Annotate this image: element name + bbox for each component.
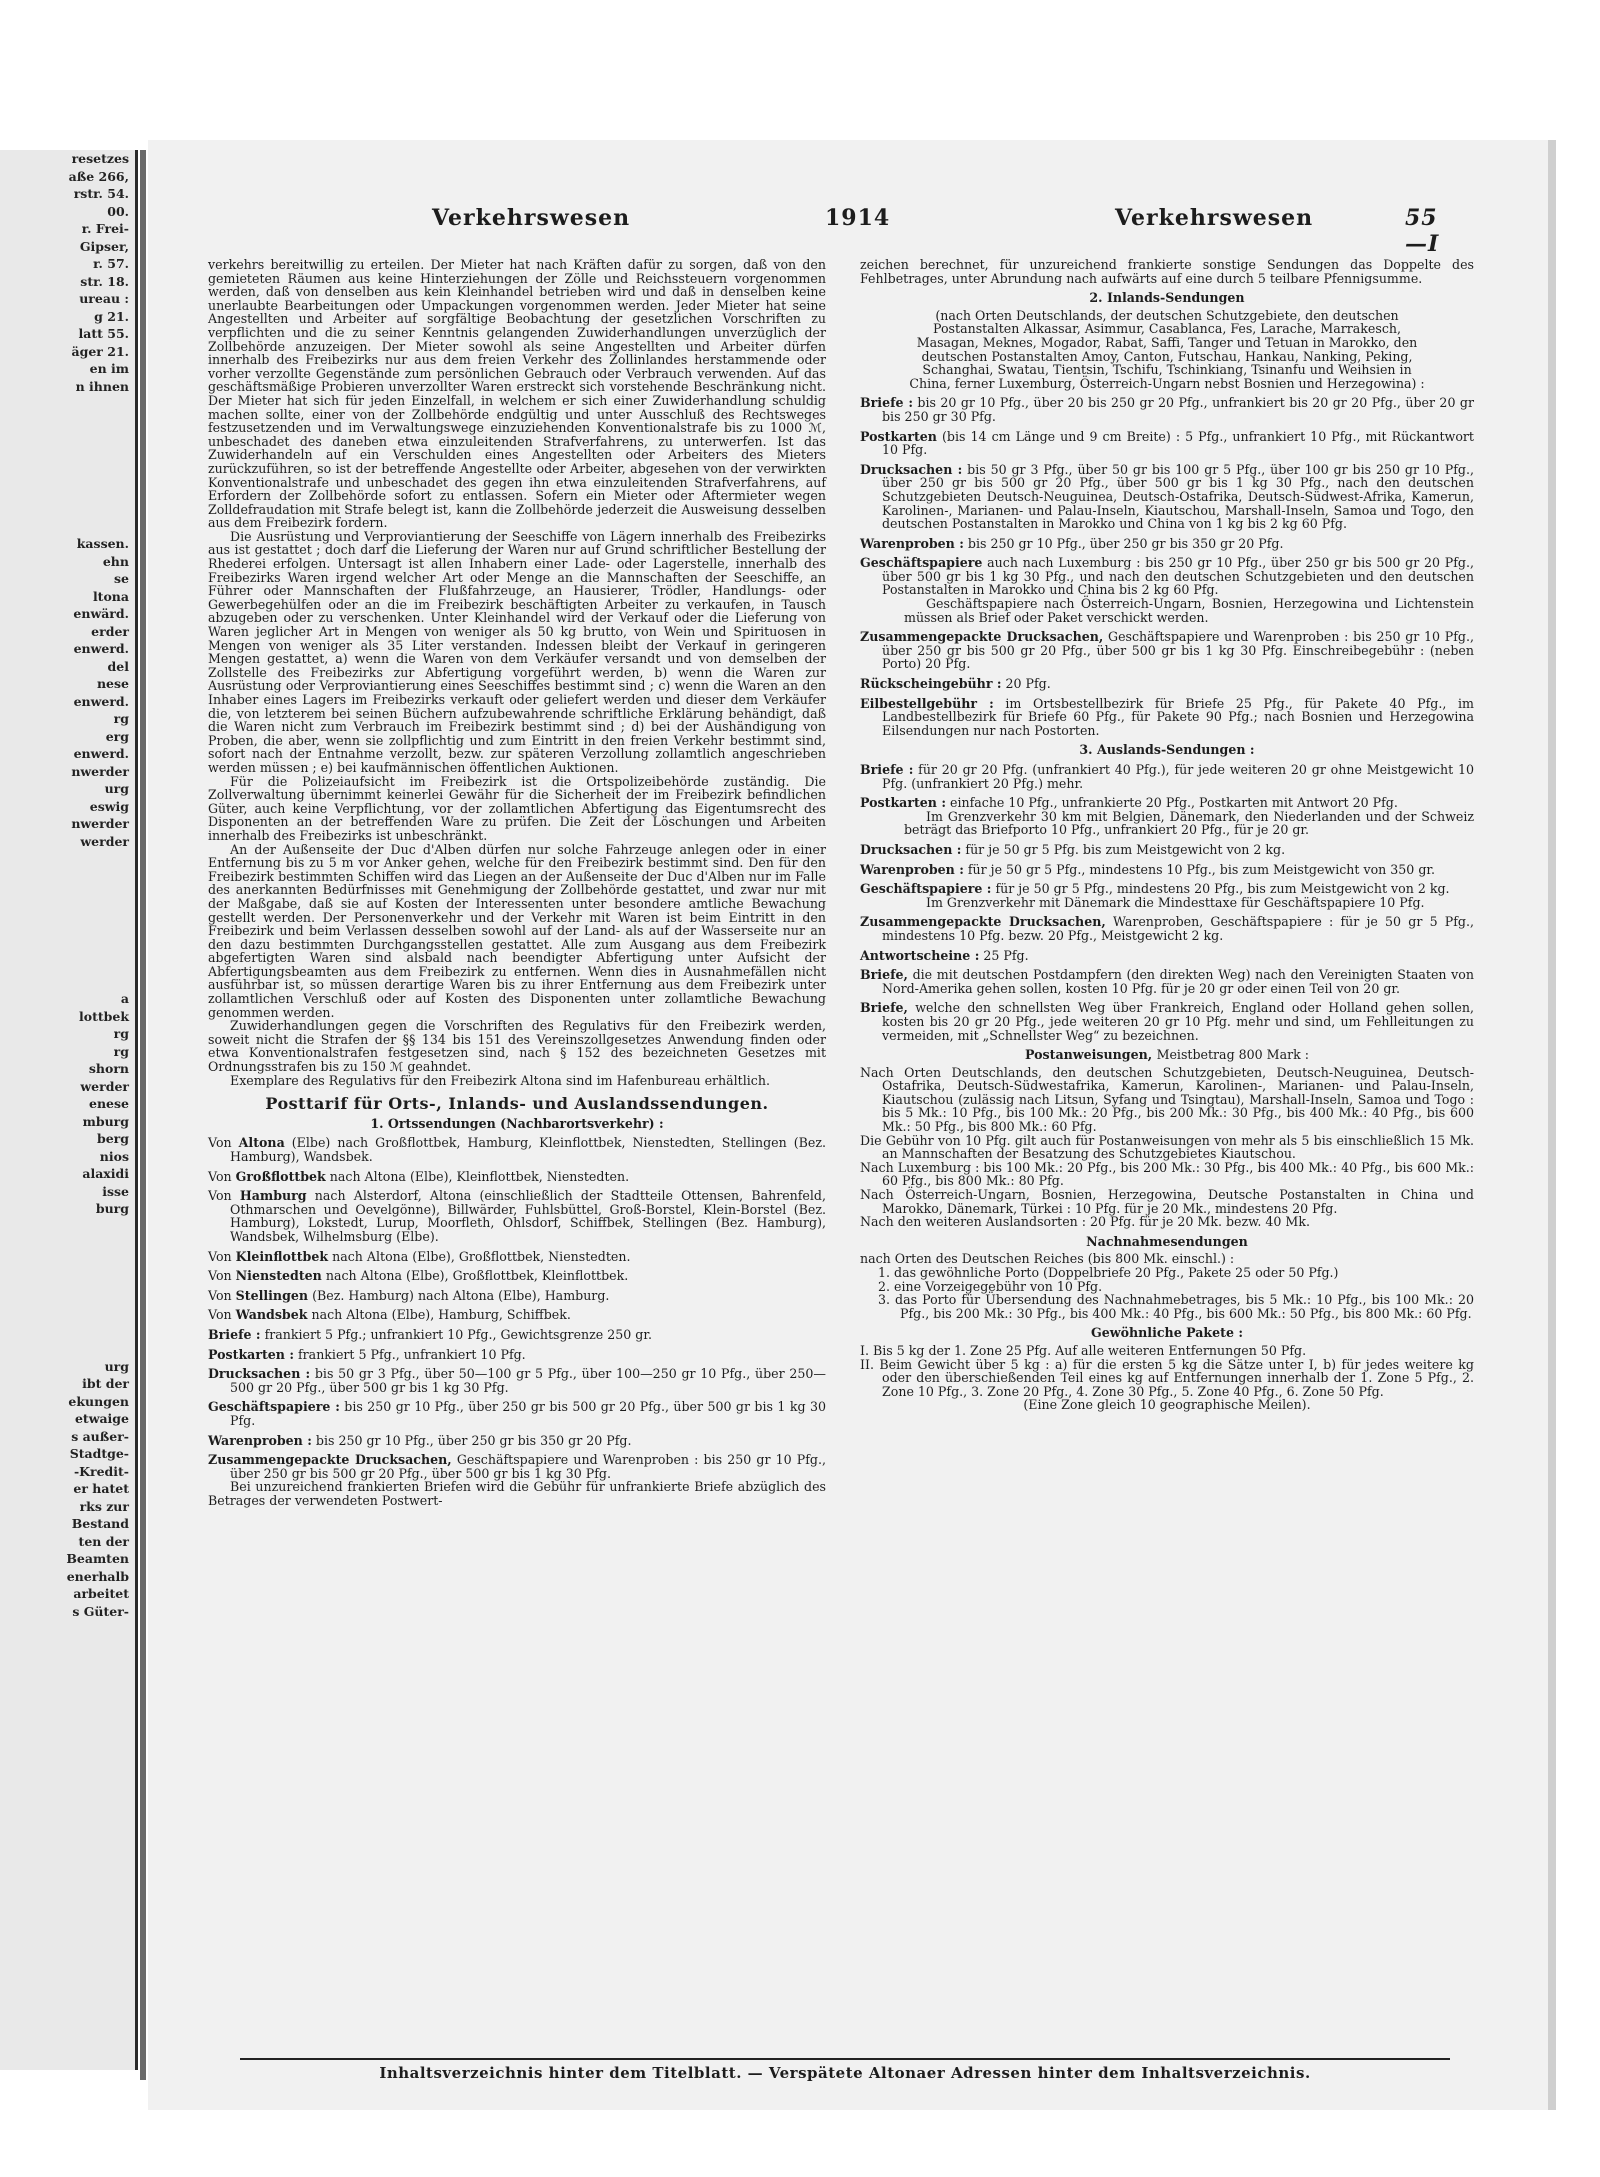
prev-page-fragment: latt 55. [78, 326, 129, 341]
postanweisungen-subtitle: Meistbetrag 800 Mark : [1156, 1047, 1309, 1063]
prev-page-fragment: urg [104, 781, 129, 796]
rate-entry [860, 556, 1474, 597]
rate-text: Im Grenzverkehr mit Dänemark die Mindesttaxe für Geschäftspapiere 10 Pfg. [926, 894, 1425, 910]
rate-text: bis 50 gr 3 Pfg., über 50 gr bis 100 gr 5 Pfg., über 100 gr bis 250 gr 10 Pfg., über 250 gr bis 500 gr 20 Pfg., über 500 gr bis 1 kg 30 Pfg., nach den deutschen Schutzgebieten Deutsch-Neuguinea, Deutsch-Ostafrika, Deutsch-Südwest-Afrika, Kamerun, Karolinen-, Marianen- und Palau-Inseln, Kiautschou, Marshall-Inseln, Samoa und Togo, den deutschen Postanstalten in Marokko und China von 1 kg bis 2 kg 60 Pfg. [882, 461, 1474, 532]
orts-from: Von [208, 1268, 232, 1284]
orts-text: nach Altona (Elbe), Kleinflottbek, Nienstedten. [329, 1168, 630, 1184]
rate-label: Zusammengepackte Drucksachen, [860, 914, 1106, 930]
orts-list [208, 1136, 826, 1322]
list-line: Nach den weiteren Auslandsorten : 20 Pfg. für je 20 Mk. bezw. 40 Mk. [860, 1214, 1310, 1230]
postanweisungen-list [860, 1066, 1474, 1229]
prev-page-fragment: ehn [102, 553, 129, 569]
orts-entry [208, 1269, 826, 1283]
rate-entry [208, 1367, 826, 1394]
list-line: II. Beim Gewicht über 5 kg : a) für die ersten 5 kg die Sätze unter I, b) für jedes weitere kg oder den überschießenden Teil eines kg auf Entfernungen innerhalb der 1. Zone 5 Pfg., 2. Zone 10 Pfg., 3. Zone 20 Pfg., 4. Zone 30 Pfg., 5. Zone 40 Pfg., 6. Zone 50 Pfg. [860, 1356, 1474, 1399]
rate-entry [860, 810, 1474, 837]
rate-label: Antwortscheine : [860, 947, 980, 963]
rate-entry [860, 949, 1474, 963]
prev-page-fragment: rstr. 54. [73, 186, 129, 201]
paragraph: Für die Polizeiaufsicht im Freibezirk ist die Ortspolizeibehörde zuständig. Die Zollverwaltung übernimmt keinerlei Gewähr für die Sicherheit der im Freibezirk befindlichen Güter, auch keine Verpflichtung, vor der zollamtlichen Abfertigung das Eigentumsrecht des Disponenten an der betreffenden Ware zu prüfen. Die Zeit der Löschungen und Arbeiten innerhalb des Freibezirks ist unbeschränkt. [208, 773, 826, 843]
rate-entry [860, 863, 1474, 877]
paragraph: Bei unzureichend frankierten Briefen wird die Gebühr für unfrankierte Briefe abzüglich des Betrages der verwendeten Postwert- [208, 1479, 826, 1508]
orts-from: Von [208, 1307, 232, 1323]
paragraph: Exemplare des Regulativs für den Freibezirk Altona sind im Hafenbureau erhältlich. [230, 1072, 770, 1088]
prev-page-fragment: alaxidi [82, 1166, 129, 1181]
prev-page-fragment: se [114, 571, 129, 586]
rate-label: Drucksachen : [860, 841, 962, 857]
header-right: Verkehrswesen [1115, 205, 1314, 231]
prev-page-fragment: erder [91, 623, 129, 639]
footer-notice: Inhaltsverzeichnis hinter dem Titelblatt. — Verspätete Altonaer Adressen hinter dem Inhaltsverzeichnis. [240, 2058, 1450, 2082]
list-line: Nach Luxemburg : bis 100 Mk.: 20 Pfg., bis 200 Mk.: 30 Pfg., bis 400 Mk.: 40 Pfg., bis 600 Mk.: 60 Pfg., bis 800 Mk.: 80 Pfg. [860, 1159, 1474, 1189]
prev-page-fragment: urg [104, 1358, 129, 1374]
prev-page-fragment: eswig [89, 798, 129, 814]
paragraph: Zuwiderhandlungen gegen die Vorschriften des Regulativs für den Freibezirk werden, soweit nicht die Strafen der §§ 134 bis 151 des Vereinszollgesetzes Anwendung finden oder etwa Konventionalstrafen festgesetzen sind, nach § 152 des bezeichneten Gesetzes mit Ordnungsstrafen bis zu 150 ℳ geahndet. [208, 1018, 826, 1075]
rate-entry [860, 915, 1474, 942]
rate-entry [860, 597, 1474, 624]
rate-text: frankiert 5 Pfg.; unfrankiert 10 Pfg., Gewichtsgrenze 250 gr. [264, 1326, 652, 1342]
left-column [208, 258, 826, 1507]
rate-label: Warenproben : [860, 535, 964, 551]
orts-place: Hamburg [239, 1188, 307, 1204]
prev-page-fragment: rg [113, 1043, 129, 1059]
rate-text: für 20 gr 20 Pfg. (unfrankiert 40 Pfg.), für jede weiteren 20 gr ohne Meistgewicht 10 Pfg. (unfrankiert 20 Pfg.) mehr. [882, 762, 1474, 791]
prev-page-fragment: nwerder [71, 763, 129, 779]
prev-page-fragment: s außer- [71, 1428, 129, 1444]
rate-entry [208, 1348, 826, 1362]
prev-page-fragment: arbeitet [73, 1586, 129, 1601]
rate-text: frankiert 5 Pfg., unfrankiert 10 Pfg. [298, 1346, 526, 1362]
prev-page-fragment: Gipser, [79, 238, 129, 254]
rate-entry [208, 1453, 826, 1480]
nachnahme-intro: nach Orten des Deutschen Reiches (bis 800 Mk. einschl.) : [860, 1251, 1235, 1267]
prev-page-fragment: enwerd. [73, 693, 129, 709]
prev-page-fragment: 00. [107, 203, 129, 219]
rate-entry [860, 697, 1474, 738]
rate-text: bis 250 gr 10 Pfg., über 250 gr bis 350 gr 20 Pfg. [315, 1432, 632, 1448]
rate-entry [860, 630, 1474, 671]
prev-page-fragment: rks zur [79, 1498, 129, 1514]
rate-text: auch nach Luxemburg : bis 250 gr 10 Pfg., über 250 gr bis 500 gr 20 Pfg., über 500 gr bis 1 kg 30 Pfg., und nach den deutschen Schutzgebieten und den deutschen Postanstalten in Marokko und China bis 2 kg 60 Pfg. [882, 555, 1474, 598]
running-header [210, 205, 1460, 257]
prev-page-fragment: er hatet [73, 1481, 129, 1496]
rate-text: welche den schnellsten Weg über Frankreich, England oder Holland gehen sollen, kosten bis 20 gr 20 Pfg., jede weiteren 20 gr 10 Pfg. mehr und sind, um Fehlleitungen zu vermeiden, mit „Schnellster Weg“ zu bezeichnen. [882, 1000, 1474, 1043]
orts-text: nach Alsterdorf, Altona (einschließlich der Stadtteile Ottensen, Bahrenfeld, Othmarschen und Oevelgönne), Billwärder, Fuhlsbüttel, Groß-Borstel, Klein-Borstel (Bez. Hamburg), Lokstedt, Lurup, Moorfleth, Ohlsdorf, Schiffbek, Stellingen (Bez. Hamburg), Wandsbek, Wilhelmsburg (Elbe). [230, 1188, 826, 1244]
paragraph: Die Ausrüstung und Verproviantierung der Seeschiffe von Lägern innerhalb des Freibezirks aus ist gestattet ; doch darf die Lieferung der Waren nur auf Grund schriftlicher Bestellung der Rhederei erfolgen. Untersagt ist allen Inhabern einer Lade- oder Lagerstelle, innerhalb des Freibezirks Waren irgend welcher Art oder Menge an die Mannschaften der Seeschiffe, an Führer oder Mannschaften der Flußfahrzeuge, an Hausierer, Trödler, Handlungs- oder Gewerbegehülfen oder an die im Freibezirk beschäftigten Arbeiter zu verkaufen, in Tausch abzugeben oder zu verschenken. Unter Kleinhandel wird der Verkauf oder die Lieferung von Waren jeglicher Art in Mengen von weniger als 50 kg brutto, von Wein und Spirituosen in Mengen von weniger als 35 Liter verstanden. Indessen bleibt der Verkauf in geringeren Mengen gestattet, a) wenn die Waren von dem Verkäufer versandt und von demselben der Zollstelle des Freibezirks zur Abfertigung vorgeführt werden, b) wenn die Waren zur Ausrüstung oder Verproviantierung eines Seeschiffes bestimmt sind ; c) wenn die Waren an den Inhaber eines Lagers im Freibezirks verkauft oder geliefert werden und dieser dem Verkäufer die, von letzterem bei seinen Büchern aufzubewahrende schriftliche Erklärung behändigt, daß die Waren nicht zum Verbrauch im Freibezirk bestimmt sind ; d) bei der Aushändigung von Proben, die aber, wenn sie zollpflichtig und zum Eintritt in den freien Verkehr bestimmt sind, sofort nach der Entnahme verzollt, bezw. zur späteren Verzollung zollamtlich angeschrieben werden müssen ; e) bei kaufmännischen öffentlichen Auktionen. [208, 528, 826, 775]
inland-intro: (nach Orten Deutschlands, der deutschen Schutzgebiete, den deutschen Postanstalten Alkassar, Asimmur, Casablanca, Fes, Larache, Marrakesch, Masagan, Meknes, Mogador, Rabat, Saffi, Tanger und Tetuan in Marokko, den deutschen Postanstalten Amoy, Canton, Futschau, Hankau, Nanking, Peking, Schanghai, Swatau, Tientsin, Tschifu, Tschinkiang, Tsinanfu und Weihsien in China, ferner Luxemburg, Österreich-Ungarn nebst Bosnien und Herzegowina) : [909, 307, 1425, 391]
rate-label: Briefe, [860, 967, 908, 983]
prev-page-fragment: rg [113, 1026, 129, 1041]
paragraph: verkehrs bereitwillig zu erteilen. Der Mieter hat nach Kräften dafür zu sorgen, daß von den gemieteten Räumen aus keine Hinterziehungen der Zölle und Reichssteuern vorgenommen werden, daß von denselben aus kein Kleinhandel betrieben wird und daß in denselben keine unerlaubte Bearbeitungen oder Umpackungen vorgenommen werden. Jeder Mieter hat seine Angestellten und Arbeiter auf sorgfältige Beobachtung der gesetzlichen Vorschriften zu verpflichten und die zu seiner Kenntnis gelangenden Zuwiderhandlungen unverzüglich der Zollbehörde anzuzeigen. Der Mieter sowohl als seine Angestellten und Arbeiter dürfen innerhalb des Freibezirks nur aus dem freien Verkehr des Zollinlandes herstammende oder vorher verzollte Gegenstände zum persönlichen Gebrauch oder Verbrauch verwenden. Auf das geschäftsmäßige Probieren unverzollter Waren erstreckt sich vorstehende Beschränkung nicht. Der Mieter hat sich für jeden Einzelfall, in welchem er sich einer Zuwiderhandlung schuldig machen sollte, einer von der Zollbehörde endgültig und unter Ausschluß des Rechtsweges festzusetzenden und im Verwaltungswege einzuziehenden Konventionalstrafe bis zu 1000 ℳ, unbeschadet des daneben etwa einzuleitenden Strafverfahrens, zu unterwerfen. Ist das Zuwiderhandeln auf ein Verschulden eines Angestellten oder Arbeiters des Mieters zurückzuführen, so ist der betreffende Angestellte oder Arbeiter, abgesehen von der verwirkten Konventionalstrafe und unbeschadet des gegen ihn etwa einzuleitenden Strafverfahrens, auf Erfordern der Zollbehörde sofort zu entlassen. Sofern ein Mieter oder Aftermieter wegen Zolldefraudation mit Strafe belegt ist, kann die Zollbehörde jederzeit die Ausweisung desselben aus dem Freibezirk fordern. [208, 257, 826, 531]
orts-from: Von [208, 1168, 232, 1184]
orts-rates-list [208, 1328, 826, 1480]
orts-text: nach Altona (Elbe), Großflottbek, Nienstedten. [332, 1248, 631, 1264]
prev-page-fragment: nwerder [71, 816, 129, 831]
rate-entry [208, 1400, 826, 1427]
rate-entry [208, 1328, 826, 1342]
postanweisungen-title: Postanweisungen, [1025, 1047, 1153, 1063]
orts-place: Stellingen [235, 1287, 309, 1303]
rate-label: Zusammengepackte Drucksachen, [208, 1452, 452, 1468]
section-title: Posttarif für Orts-, Inlands- und Auslandssendungen. [265, 1094, 769, 1114]
orts-text: (Bez. Hamburg) nach Altona (Elbe), Hamburg. [312, 1287, 610, 1303]
previous-page-strip [0, 150, 138, 2070]
prev-page-fragment: -Kredit- [73, 1463, 129, 1479]
subsection-title: Gewöhnliche Pakete : [1090, 1325, 1243, 1341]
rate-label: Postkarten : [860, 795, 946, 811]
orts-text: nach Altona (Elbe), Großflottbek, Kleinflottbek. [325, 1268, 629, 1284]
subsection-title: Nachnahmesendungen [1086, 1233, 1248, 1249]
prev-page-fragment: nese [96, 676, 129, 691]
prev-page-fragment: enwerd. [73, 641, 129, 656]
orts-place: Großflottbek [235, 1168, 326, 1184]
rate-label: Zusammengepackte Drucksachen, [860, 629, 1104, 645]
rate-label: Geschäftspapiere : [208, 1399, 340, 1415]
orts-from: Von [208, 1287, 232, 1303]
rate-entry [860, 430, 1474, 457]
rate-text: bis 250 gr 10 Pfg., über 250 gr bis 350 gr 20 Pfg. [967, 535, 1284, 551]
rate-text: die mit deutschen Postdampfern (den direkten Weg) nach den Vereinigten Staaten von Nord-Amerika gehen sollen, kosten 10 Pfg. für je 20 gr oder einen Teil von 20 gr. [882, 967, 1474, 996]
prev-page-fragment: Stadtge- [69, 1446, 129, 1461]
prev-page-fragment: kassen. [76, 536, 129, 551]
nachnahme-list [860, 1266, 1474, 1320]
rate-text: im Ortsbestellbezirk für Briefe 25 Pfg., für Pakete 40 Pfg., im Landbestellbezirk für Briefe 60 Pfg., für Pakete 90 Pfg.; nach Bosnien und Herzegowina Eilsendungen nur nach Postorten. [882, 695, 1474, 738]
prev-page-fragment: werder [80, 1078, 129, 1094]
list-line: I. Bis 5 kg der 1. Zone 25 Pfg. Auf alle weiteren Entfernungen 50 Pfg. [860, 1342, 1307, 1358]
rate-label: Drucksachen : [860, 461, 963, 477]
prev-page-fragment: enese [89, 1096, 129, 1111]
prev-page-fragment: str. 18. [80, 273, 129, 289]
subsection-title: 3. Auslands-Sendungen : [1079, 742, 1255, 758]
prev-page-fragment: erg [105, 728, 129, 744]
prev-page-fragment: ibt der [82, 1376, 129, 1391]
prev-page-fragment: äger 21. [71, 343, 129, 359]
prev-page-fragment: r. 57. [93, 256, 129, 271]
prev-page-fragment: r. Frei- [81, 221, 129, 236]
rate-text: (bis 14 cm Länge und 9 cm Breite) : 5 Pfg., unfrankiert 10 Pfg., mit Rückantwort 10 Pfg. [882, 428, 1474, 458]
prev-page-fragment: s Güter- [72, 1603, 129, 1619]
rate-label: Geschäftspapiere : [860, 881, 992, 897]
rate-text: einfache 10 Pfg., unfrankierte 20 Pfg., Postkarten mit Antwort 20 Pfg. [950, 795, 1398, 811]
prev-page-fragment: nios [99, 1148, 129, 1164]
prev-page-fragment: Beamten [66, 1551, 129, 1566]
rate-entry [860, 1001, 1474, 1042]
prev-page-fragment: del [107, 658, 129, 674]
rate-label: Eilbestellgebühr : [860, 695, 994, 711]
paragraph: An der Außenseite der Duc d'Alben dürfen nur solche Fahrzeuge anlegen oder in einer Entfernung bis zu 5 m vor Anker gehen, welche für den Freibezirk bestimmt sind. Den für den Freibezirk bestimmten Schiffen wird das Liegen an der Außenseite der Duc d'Alben nur im Falle des anerkannten Bedürfnisses mit Genehmigung der Zollbehörde gestattet, und zwar nur mit der Maßgabe, daß sie auf Kosten der Interessenten unter besondere amtliche Bewachung gestellt werden. Der Personenverkehr und der Verkehr mit Waren ist beim Eintritt in den Freibezirk und beim Verlassen desselben sowohl auf der Land- als auf der Wasserseite nur an den dazu bestimmten Durchgangsstellen gestattet. Alle zum Ausgang aus dem Freibezirk abgefertigten Waren sind alsbald nach beendigter Abfertigung unter Aufsicht der Abfertigungsbeamten aus dem Freibezirk zu entfernen. Wenn dies in Ausnahmefällen nicht ausführbar ist, so müssen derartige Waren bis zu ihrer Entfernung aus dem Freibezirk unter zollamtlichen Verschluß oder auf Kosten des Disponenten unter zollamtliche Bewachung genommen werden. [208, 841, 826, 1020]
prev-page-fragment: mburg [82, 1113, 129, 1129]
prev-page-fragment: n ihnen [75, 378, 129, 394]
rate-entry [208, 1434, 826, 1448]
list-line: Die Gebühr von 10 Pfg. gilt auch für Postanweisungen von mehr als 5 bis einschließlich 15 Mk. an Mannschaften der Besatzung des Schutzgebietes Kiautschou. [860, 1132, 1474, 1162]
prev-page-fragment: en im [89, 361, 129, 376]
prev-page-fragment: ten der [78, 1533, 129, 1549]
rate-text: Geschäftspapiere nach Österreich-Ungarn, Bosnien, Herzegowina und Lichtenstein müssen als Brief oder Paket verschickt werden. [904, 596, 1474, 625]
rate-text: bis 250 gr 10 Pfg., über 250 gr bis 500 gr 20 Pfg., über 500 gr bis 1 kg 30 Pfg. [230, 1399, 826, 1428]
orts-entry [208, 1189, 826, 1243]
prev-page-fragment: g 21. [94, 308, 129, 324]
rate-label: Briefe : [860, 762, 914, 777]
rate-text: bis 20 gr 10 Pfg., über 20 bis 250 gr 20 Pfg., unfrankiert bis 20 gr 20 Pfg., über 20 gr bis 250 gr 30 Pfg. [882, 395, 1474, 424]
orts-text: nach Altona (Elbe), Hamburg, Schiffbek. [311, 1307, 571, 1323]
prev-page-fragment: rg [113, 711, 129, 726]
rate-entry [860, 463, 1474, 531]
rate-text: für je 50 gr 5 Pfg. bis zum Meistgewicht von 2 kg. [965, 841, 1286, 857]
rate-entry [860, 882, 1474, 896]
rate-label: Briefe : [860, 395, 913, 411]
prev-page-fragment: resetzes [71, 151, 129, 166]
rate-entry [860, 396, 1474, 423]
rate-entry [860, 537, 1474, 551]
book-spine [140, 150, 146, 2080]
prev-page-fragment: enerhalb [66, 1568, 129, 1584]
prev-page-fragment: enwärd. [73, 606, 129, 621]
orts-from: Von [208, 1188, 232, 1204]
rate-entry [860, 677, 1474, 691]
orts-text: (Elbe) nach Großflottbek, Hamburg, Kleinflottbek, Nienstedten, Stellingen (Bez. Hamburg), Wandsbek. [230, 1135, 826, 1164]
orts-entry [208, 1250, 826, 1264]
page-edge [1548, 140, 1556, 2110]
pakete-list [860, 1344, 1474, 1412]
orts-from: Von [208, 1135, 232, 1151]
rate-entry [860, 796, 1474, 810]
rate-entry [860, 968, 1474, 995]
rate-text: 20 Pfg. [1005, 676, 1051, 692]
prev-page-fragment: enwerd. [73, 746, 129, 761]
list-line: 2. eine Vorzeigegebühr von 10 Pfg. [878, 1278, 1103, 1294]
subsection-title: 1. Ortssendungen (Nachbarortsverkehr) : [370, 1115, 664, 1131]
prev-page-fragment: etwaige [74, 1411, 129, 1426]
prev-page-fragment: berg [96, 1131, 129, 1146]
subsection-title [860, 1048, 1474, 1062]
prev-page-fragment: aße 266, [68, 168, 129, 184]
rate-label: Warenproben : [860, 861, 964, 877]
list-line: (Eine Zone gleich 10 geographische Meilen). [1023, 1397, 1311, 1413]
prev-page-fragment: werder [80, 833, 129, 849]
prev-page-fragment: ureau : [79, 291, 129, 306]
rate-label: Drucksachen : [208, 1366, 311, 1382]
rate-label: Postkarten : [208, 1346, 294, 1362]
rate-text: für je 50 gr 5 Pfg., mindestens 10 Pfg., bis zum Meistgewicht von 350 gr. [967, 861, 1436, 877]
rate-text: Geschäftspapiere und Warenproben : bis 250 gr 10 Pfg., über 250 gr bis 500 gr 20 Pfg., über 500 gr bis 1 kg 30 Pfg. Einschreibegebühr : (neben Porto) 20 Pfg. [882, 629, 1474, 672]
orts-entry [208, 1289, 826, 1303]
prev-page-fragment: ekungen [68, 1393, 129, 1409]
page-number: 55—I [1405, 205, 1440, 257]
orts-place: Nienstedten [235, 1268, 322, 1284]
orts-place: Wandsbek [235, 1307, 308, 1323]
header-left: Verkehrswesen [432, 205, 631, 231]
orts-place: Altona [238, 1135, 285, 1151]
right-column [860, 258, 1474, 1412]
foreign-rates-list [860, 763, 1474, 1042]
rate-label: Geschäftspapiere [860, 555, 983, 571]
rate-label: Warenproben : [208, 1432, 312, 1448]
orts-entry [208, 1136, 826, 1163]
prev-page-fragment: shorn [88, 1061, 129, 1076]
inland-rates-list [860, 396, 1474, 737]
list-line: 1. das gewöhnliche Porto (Doppelbriefe 20 Pfg., Pakete 25 oder 50 Pfg.) [878, 1265, 1339, 1280]
prev-page-fragment: isse [102, 1183, 129, 1199]
prev-page-fragment: ltona [92, 588, 129, 604]
rate-text: Im Grenzverkehr 30 km mit Belgien, Dänemark, den Niederlanden und der Schweiz beträgt das Briefporto 10 Pfg., unfrankiert 20 Pfg., für je 20 gr. [904, 808, 1474, 838]
rate-label: Briefe, [860, 1000, 908, 1016]
rate-entry [860, 843, 1474, 857]
rate-text: für je 50 gr 5 Pfg., mindestens 20 Pfg., bis zum Meistgewicht von 2 kg. [995, 881, 1450, 897]
rate-label: Postkarten [860, 428, 937, 444]
list-line: 3. das Porto für Übersendung des Nachnahmebetrages, bis 5 Mk.: 10 Pfg., bis 100 Mk.: 20 Pfg., bis 200 Mk.: 30 Pfg., bis 400 Mk.: 40 Pfg., bis 600 Mk.: 50 Pfg., bis 800 Mk.: 60 Pfg. [878, 1292, 1474, 1321]
orts-place: Kleinflottbek [235, 1248, 329, 1264]
orts-from: Von [208, 1248, 232, 1264]
rate-entry [860, 763, 1474, 790]
rate-entry [860, 896, 1474, 910]
prev-page-fragment: burg [95, 1201, 129, 1216]
rate-text: 25 Pfg. [983, 947, 1029, 963]
list-line: Nach Österreich-Ungarn, Bosnien, Herzegowina, Deutsche Postanstalten in China und Marokko, Dänemark, Türkei : 10 Pfg. für je 20 Mk., mindestens 20 Pfg. [860, 1187, 1474, 1216]
orts-entry [208, 1170, 826, 1184]
prev-page-fragment: lottbek [79, 1008, 129, 1024]
header-year: 1914 [825, 205, 891, 231]
paragraph: zeichen berechnet, für unzureichend frankierte sonstige Sendungen das Doppelte des Fehlbetrages, unter Abrundung nach aufwärts auf eine durch 5 teilbare Pfennigsumme. [860, 257, 1474, 286]
rate-text: bis 50 gr 3 Pfg., über 50—100 gr 5 Pfg., über 100—250 gr 10 Pfg., über 250—500 gr 20 Pfg., über 500 gr bis 1 kg 30 Pfg. [230, 1366, 826, 1395]
rate-text: Geschäftspapiere und Warenproben : bis 250 gr 10 Pfg., über 250 gr bis 500 gr 20 Pfg., über 500 gr bis 1 kg 30 Pfg. [230, 1452, 826, 1481]
orts-entry [208, 1308, 826, 1322]
rate-label: Rückscheingebühr : [860, 676, 1002, 692]
prev-page-fragment: a [120, 991, 129, 1006]
subsection-title: 2. Inlands-Sendungen [1089, 290, 1245, 306]
rate-label: Briefe : [208, 1326, 261, 1342]
rate-text: Warenproben, Geschäftspapiere : für je 50 gr 5 Pfg., mindestens 10 Pfg. bezw. 20 Pfg., Meistgewicht 2 kg. [882, 914, 1474, 943]
list-line: Nach Orten Deutschlands, den deutschen Schutzgebieten, Deutsch-Neuguinea, Deutsch-Ostafrika, Deutsch-Südwestafrika, Kamerun, Karolinen-, Marianen- und Palau-Inseln, Kiautschou (zulässig nach Litsun, Syfang und Tsingtau), Marshall-Inseln, Samoa und Togo : bis 5 Mk.: 10 Pfg., bis 100 Mk.: 20 Pfg., bis 200 Mk.: 30 Pfg., bis 400 Mk.: 40 Pfg., bis 600 Mk.: 50 Pfg., bis 800 Mk.: 60 Pfg. [860, 1064, 1474, 1135]
prev-page-fragment: Bestand [71, 1516, 129, 1531]
